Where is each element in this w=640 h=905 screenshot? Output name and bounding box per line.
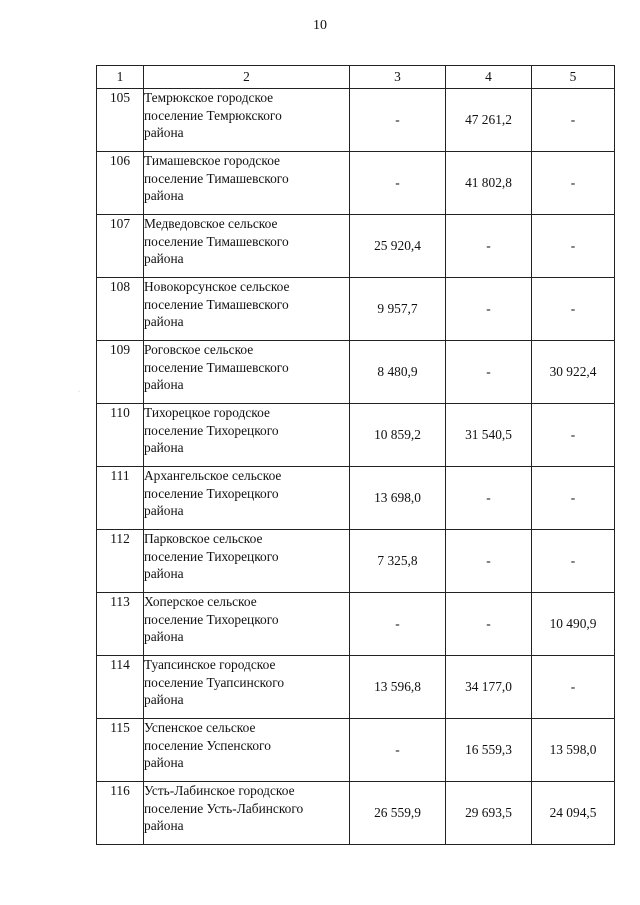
settlement-name-line: района — [144, 188, 184, 203]
settlement-name-cell — [144, 593, 350, 656]
value-cell-column-4: - — [446, 215, 532, 278]
value-cell-column-3: 7 325,8 — [350, 530, 446, 593]
row-number-cell: 114 — [97, 656, 144, 719]
row-number-cell: 109 — [97, 341, 144, 404]
settlement-name-line: района — [144, 566, 184, 581]
margin-dot: · — [78, 389, 80, 395]
table-row — [97, 593, 615, 656]
table-row — [97, 278, 615, 341]
settlement-name-line: района — [144, 314, 184, 329]
settlement-name-line: Хоперское сельское — [144, 594, 257, 609]
row-number-cell: 116 — [97, 782, 144, 845]
settlement-name-line: поселение Тихорецкого — [144, 548, 279, 564]
page-number: 10 — [313, 18, 327, 33]
settlement-name-line: поселение Усть-Лабинского — [144, 800, 304, 816]
column-header-3: 3 — [350, 66, 446, 89]
settlement-name-line: Туапсинское городское — [144, 657, 276, 672]
row-number-cell: 111 — [97, 467, 144, 530]
value-cell-column-3: 8 480,9 — [350, 341, 446, 404]
allocation-table — [96, 65, 615, 845]
settlement-name-cell — [144, 656, 350, 719]
value-cell-column-4: 31 540,5 — [446, 404, 532, 467]
value-cell-column-3: 10 859,2 — [350, 404, 446, 467]
table-row — [97, 656, 615, 719]
settlement-name-cell — [144, 278, 350, 341]
row-number-cell: 106 — [97, 152, 144, 215]
row-number-cell: 107 — [97, 215, 144, 278]
value-cell-column-4: 29 693,5 — [446, 782, 532, 845]
value-cell-column-5: - — [532, 152, 615, 215]
value-cell-column-3: - — [350, 719, 446, 782]
value-cell-column-4: - — [446, 278, 532, 341]
settlement-name-line: Парковское сельское — [144, 531, 263, 546]
value-cell-column-5: 30 922,4 — [532, 341, 615, 404]
row-number-cell: 115 — [97, 719, 144, 782]
value-cell-column-4: 47 261,2 — [446, 89, 532, 152]
settlement-name-line: Успенское сельское — [144, 720, 256, 735]
settlement-name-line: Тимашевское городское — [144, 153, 280, 168]
settlement-name-line: поселение Туапсинского — [144, 674, 285, 690]
value-cell-column-3: 13 698,0 — [350, 467, 446, 530]
settlement-name-line: поселение Тихорецкого — [144, 611, 279, 627]
column-header-5: 5 — [532, 66, 615, 89]
settlement-name-line: поселение Тихорецкого — [144, 422, 279, 438]
table-row — [97, 152, 615, 215]
settlement-name-cell — [144, 215, 350, 278]
table-row — [97, 341, 615, 404]
table-row — [97, 89, 615, 152]
table-header-row — [97, 66, 615, 89]
settlement-name-line: Темрюкское городское — [144, 90, 274, 105]
settlement-name-line: Тихорецкое городское — [144, 405, 270, 420]
value-cell-column-5: - — [532, 278, 615, 341]
table-row — [97, 215, 615, 278]
row-number-cell: 112 — [97, 530, 144, 593]
value-cell-column-5: - — [532, 404, 615, 467]
settlement-name-line: района — [144, 377, 184, 392]
settlement-name-line: Архангельское сельское — [144, 468, 282, 483]
value-cell-column-3: 9 957,7 — [350, 278, 446, 341]
settlement-name-line: района — [144, 692, 184, 707]
row-number-cell: 110 — [97, 404, 144, 467]
settlement-name-cell — [144, 404, 350, 467]
row-number-cell: 105 — [97, 89, 144, 152]
settlement-name-line: Роговское сельское — [144, 342, 254, 357]
value-cell-column-4: - — [446, 530, 532, 593]
value-cell-column-5: 13 598,0 — [532, 719, 615, 782]
settlement-name-line: района — [144, 755, 184, 770]
settlement-name-line: Усть-Лабинское городское — [144, 783, 295, 798]
settlement-name-line: Новокорсунское сельское — [144, 279, 290, 294]
settlement-name-cell — [144, 530, 350, 593]
table-row — [97, 404, 615, 467]
value-cell-column-4: 34 177,0 — [446, 656, 532, 719]
settlement-name-line: поселение Тимашевского — [144, 296, 289, 312]
value-cell-column-3: - — [350, 89, 446, 152]
settlement-name-line: района — [144, 125, 184, 140]
settlement-name-cell — [144, 467, 350, 530]
settlement-name-cell — [144, 341, 350, 404]
value-cell-column-3: - — [350, 152, 446, 215]
value-cell-column-5: 24 094,5 — [532, 782, 615, 845]
value-cell-column-5: - — [532, 467, 615, 530]
row-number-cell: 108 — [97, 278, 144, 341]
value-cell-column-4: - — [446, 593, 532, 656]
value-cell-column-4: 16 559,3 — [446, 719, 532, 782]
value-cell-column-4: - — [446, 467, 532, 530]
column-header-1: 1 — [97, 66, 144, 89]
column-header-4: 4 — [446, 66, 532, 89]
settlement-name-line: района — [144, 629, 184, 644]
value-cell-column-5: - — [532, 215, 615, 278]
settlement-name-line: поселение Успенского — [144, 737, 271, 753]
settlement-name-line: поселение Темрюкского — [144, 107, 282, 123]
value-cell-column-3: 13 596,8 — [350, 656, 446, 719]
table-row — [97, 530, 615, 593]
value-cell-column-5: - — [532, 656, 615, 719]
settlement-name-line: района — [144, 503, 184, 518]
table-row — [97, 782, 615, 845]
value-cell-column-4: 41 802,8 — [446, 152, 532, 215]
value-cell-column-5: 10 490,9 — [532, 593, 615, 656]
value-cell-column-3: - — [350, 593, 446, 656]
value-cell-column-5: - — [532, 89, 615, 152]
settlement-name-line: района — [144, 818, 184, 833]
settlement-name-line: поселение Тимашевского — [144, 359, 289, 375]
settlement-name-cell — [144, 719, 350, 782]
settlement-name-cell — [144, 89, 350, 152]
value-cell-column-4: - — [446, 341, 532, 404]
settlement-name-cell — [144, 152, 350, 215]
table-row — [97, 467, 615, 530]
settlement-name-line: поселение Тимашевского — [144, 233, 289, 249]
value-cell-column-5: - — [532, 530, 615, 593]
settlement-name-line: района — [144, 440, 184, 455]
value-cell-column-3: 26 559,9 — [350, 782, 446, 845]
row-number-cell: 113 — [97, 593, 144, 656]
settlement-name-line: поселение Тимашевского — [144, 170, 289, 186]
settlement-name-cell — [144, 782, 350, 845]
settlement-name-line: района — [144, 251, 184, 266]
table-body — [97, 89, 615, 845]
table-row — [97, 719, 615, 782]
settlement-name-line: поселение Тихорецкого — [144, 485, 279, 501]
column-header-2: 2 — [144, 66, 350, 89]
settlement-name-line: Медведовское сельское — [144, 216, 278, 231]
value-cell-column-3: 25 920,4 — [350, 215, 446, 278]
